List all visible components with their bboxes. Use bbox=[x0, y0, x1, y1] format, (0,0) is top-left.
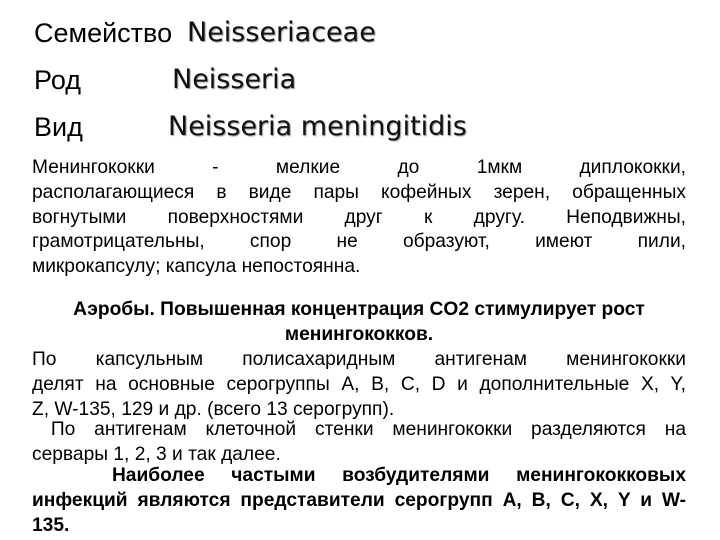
description-line: вогнутыми поверхностями друг к другу. Неподвижны, bbox=[32, 206, 686, 228]
genus-label: Род bbox=[34, 65, 81, 95]
cellwall-line: По антигенам клеточной стенки менингококки разделяются на bbox=[32, 419, 686, 440]
aerobes-paragraph bbox=[32, 298, 686, 348]
cellwall-line: сервары 1, 2, 3 и так далее. bbox=[32, 443, 281, 465]
description-line: грамотрицательны, спор не образуют, имеют пили, bbox=[32, 231, 686, 253]
aerobes-line: менингококков. bbox=[284, 323, 434, 345]
capsular-line: делят на основные серогруппы A, B, C, D и дополнительные X, Y, bbox=[32, 373, 686, 395]
aerobes-line: Аэробы. Повышенная концентрация CO2 стимулирует рост bbox=[73, 299, 645, 320]
description-line: Менингококки - мелкие до 1мкм диплококки, bbox=[32, 157, 686, 178]
capsular-paragraph bbox=[32, 348, 686, 422]
family-value: Neisseriaceae bbox=[187, 17, 376, 48]
genus-value: Neisseria bbox=[172, 64, 297, 95]
frequent-paragraph bbox=[32, 464, 686, 538]
species-value: Neisseria meningitidis bbox=[168, 111, 467, 142]
frequent-line: инфекций являются представители серогрупп А, В, С, Х, Y и W- bbox=[32, 489, 686, 511]
capsular-line: Z, W-135, 129 и др. (всего 13 серогрупп). bbox=[32, 398, 395, 420]
description-line: располагающиеся в виде пары кофейных зерен, обращенных bbox=[32, 181, 686, 203]
species-label: Вид bbox=[34, 112, 83, 142]
frequent-line: Наиболее частыми возбудителями менингококковых bbox=[32, 465, 686, 486]
family-label: Семейство bbox=[34, 18, 173, 48]
description-line: микрокапсулу; капсула непостоянна. bbox=[32, 256, 361, 278]
capsular-line: По капсульным полисахаридным антигенам менингококки bbox=[32, 349, 686, 370]
frequent-line: 135. bbox=[32, 514, 70, 536]
cellwall-paragraph bbox=[32, 418, 686, 468]
description-paragraph bbox=[32, 156, 686, 280]
